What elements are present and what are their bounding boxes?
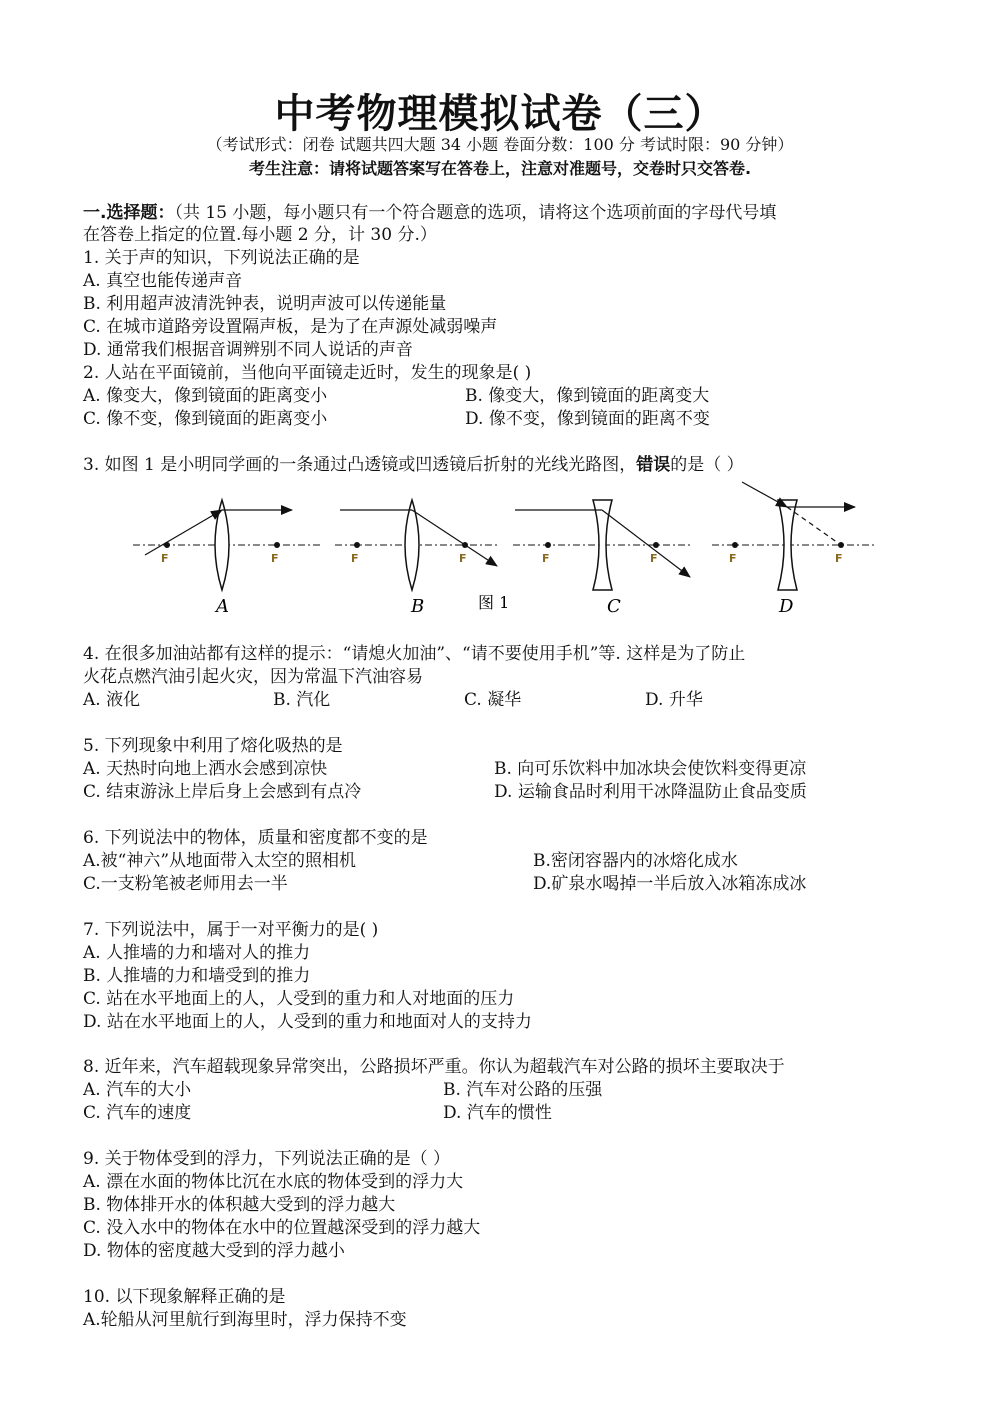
section1-intro-text: （共 15 小题，每小题只有一个符合题意的选项，请将这个选项前面的字母代号填 <box>174 203 777 223</box>
q9-stem: 9. 关于物体受到的浮力，下列说法正确的是（ ） <box>83 1149 451 1169</box>
light-ray-in-a <box>145 510 222 555</box>
lens-figure <box>0 0 1000 640</box>
dashed-extension-d <box>787 507 841 545</box>
light-ray-out-b <box>412 510 497 566</box>
figure-a <box>133 500 320 617</box>
figure-label-d: D <box>779 596 794 617</box>
figure-b <box>335 500 500 617</box>
q6-stem: 6. 下列说法中的物体，质量和密度都不变的是 <box>83 828 428 848</box>
focus-point-left-b <box>354 542 360 548</box>
q7-option-b: B. 人推墙的力和墙受到的推力 <box>83 966 311 986</box>
q9-option-a: A. 漂在水面的物体比沉在水底的物体受到的浮力大 <box>83 1172 464 1192</box>
q1-option-c: C. 在城市道路旁设置隔声板，是为了在声源处减弱噪声 <box>83 317 498 337</box>
q1-option-b: B. 利用超声波清洗钟表，说明声波可以传递能量 <box>83 294 447 314</box>
section1-heading: 一.选择题： <box>83 203 175 223</box>
q7-option-d: D. 站在水平地面上的人，人受到的重力和地面对人的支持力 <box>83 1012 532 1032</box>
q4-option-a: A. 液化 <box>83 690 141 710</box>
q1-stem: 1. 关于声的知识，下列说法正确的是 <box>83 248 360 268</box>
page-title: 中考物理模拟试卷（三） <box>274 91 726 137</box>
focus-label: F <box>161 552 169 565</box>
q4-stem: 4. 在很多加油站都有这样的提示：“请熄火加油”、“请不要使用手机”等. 这样是为了防止 <box>83 644 746 664</box>
q2-option-a: A. 像变大，像到镜面的距离变小 <box>83 386 328 406</box>
q4-option-c: C. 凝华 <box>464 690 522 710</box>
q3-stem-tail: 的是（ ） <box>670 455 744 475</box>
q7-option-c: C. 站在水平地面上的人，人受到的重力和人对地面的压力 <box>83 989 515 1009</box>
q2-stem: 2. 人站在平面镜前，当他向平面镜走近时，发生的现象是( ) <box>83 363 532 383</box>
focus-label: F <box>351 552 359 565</box>
q8-option-a: A. 汽车的大小 <box>83 1080 192 1100</box>
focus-label: F <box>650 552 658 565</box>
q8-option-b: B. 汽车对公路的压强 <box>443 1080 603 1100</box>
q2-option-b: B. 像变大，像到镜面的距离变大 <box>465 386 710 406</box>
q9-option-c: C. 没入水中的物体在水中的位置越深受到的浮力越大 <box>83 1218 481 1238</box>
figure-label-a: A <box>216 596 229 617</box>
concave-lens-d <box>778 500 797 590</box>
q5-option-b: B. 向可乐饮料中加冰块会使饮料变得更凉 <box>494 759 807 779</box>
q6-option-b: B.密闭容器内的冰熔化成水 <box>533 851 738 871</box>
focus-label: F <box>729 552 737 565</box>
q4-stem-line2: 火花点燃汽油引起火灾，因为常温下汽油容易 <box>83 667 423 687</box>
q6-option-a: A.被“神六”从地面带入太空的照相机 <box>83 851 357 871</box>
figure-d <box>712 482 875 617</box>
focus-label: F <box>542 552 550 565</box>
q6-option-c: C.一支粉笔被老师用去一半 <box>83 874 288 894</box>
focus-point-right-a <box>274 542 280 548</box>
focus-point-right-c <box>653 542 659 548</box>
q4-option-b: B. 汽化 <box>273 690 331 710</box>
light-ray-in-d <box>742 482 787 507</box>
q1-option-d: D. 通常我们根据音调辨别不同人说话的声音 <box>83 340 413 360</box>
q6-option-d: D.矿泉水喝掉一半后放入冰箱冻成冰 <box>533 874 807 894</box>
q10-stem: 10. 以下现象解释正确的是 <box>83 1287 286 1307</box>
q1-option-a: A. 真空也能传递声音 <box>83 271 243 291</box>
figure-label-b: B <box>411 596 425 617</box>
q5-option-a: A. 天热时向地上洒水会感到凉快 <box>83 759 328 779</box>
section1-intro-line2: 在答卷上指定的位置.每小题 2 分，计 30 分.） <box>83 225 437 245</box>
figure-c <box>513 500 690 617</box>
q4-option-d: D. 升华 <box>645 690 703 710</box>
q9-option-b: B. 物体排开水的体积越大受到的浮力越大 <box>83 1195 396 1215</box>
q8-option-d: D. 汽车的惯性 <box>443 1103 552 1123</box>
exam-notice: 考生注意：请将试题答案写在答卷上，注意对准题号，交卷时只交答卷. <box>248 159 752 178</box>
q2-option-c: C. 像不变，像到镜面的距离变小 <box>83 409 328 429</box>
focus-label: F <box>459 552 467 565</box>
q9-option-d: D. 物体的密度越大受到的浮力越小 <box>83 1241 345 1261</box>
focus-label: F <box>271 552 279 565</box>
q3-stem-text: 3. 如图 1 是小明同学画的一条通过凸透镜或凹透镜后折射的光线光路图， <box>83 455 637 475</box>
exam-info: （考试形式：闭卷 试题共四大题 34 小题 卷面分数：100 分 考试时限：90 分钟） <box>206 135 794 154</box>
q10-option-a: A.轮船从河里航行到海里时，浮力保持不变 <box>83 1310 407 1330</box>
q8-option-c: C. 汽车的速度 <box>83 1103 192 1123</box>
q5-option-d: D. 运输食品时利用干冰降温防止食品变质 <box>494 782 807 802</box>
q2-option-d: D. 像不变，像到镜面的距离不变 <box>465 409 710 429</box>
q7-option-a: A. 人推墙的力和墙对人的推力 <box>83 943 311 963</box>
q5-stem: 5. 下列现象中利用了熔化吸热的是 <box>83 736 343 756</box>
figure-caption: 图 1 <box>478 593 510 612</box>
q8-stem: 8. 近年来，汽车超载现象异常突出，公路损坏严重。你认为超载汽车对公路的损坏主要取决于 <box>83 1057 785 1077</box>
light-ray-out-c <box>602 510 690 577</box>
focus-point-left-c <box>545 542 551 548</box>
q7-stem: 7. 下列说法中，属于一对平衡力的是( ) <box>83 920 379 940</box>
q5-option-c: C. 结束游泳上岸后身上会感到有点冷 <box>83 782 362 802</box>
figure-label-c: C <box>607 596 621 617</box>
q3-stem-emphasis: 错误 <box>636 455 671 475</box>
focus-point-left-d <box>732 542 738 548</box>
focus-label: F <box>835 552 843 565</box>
